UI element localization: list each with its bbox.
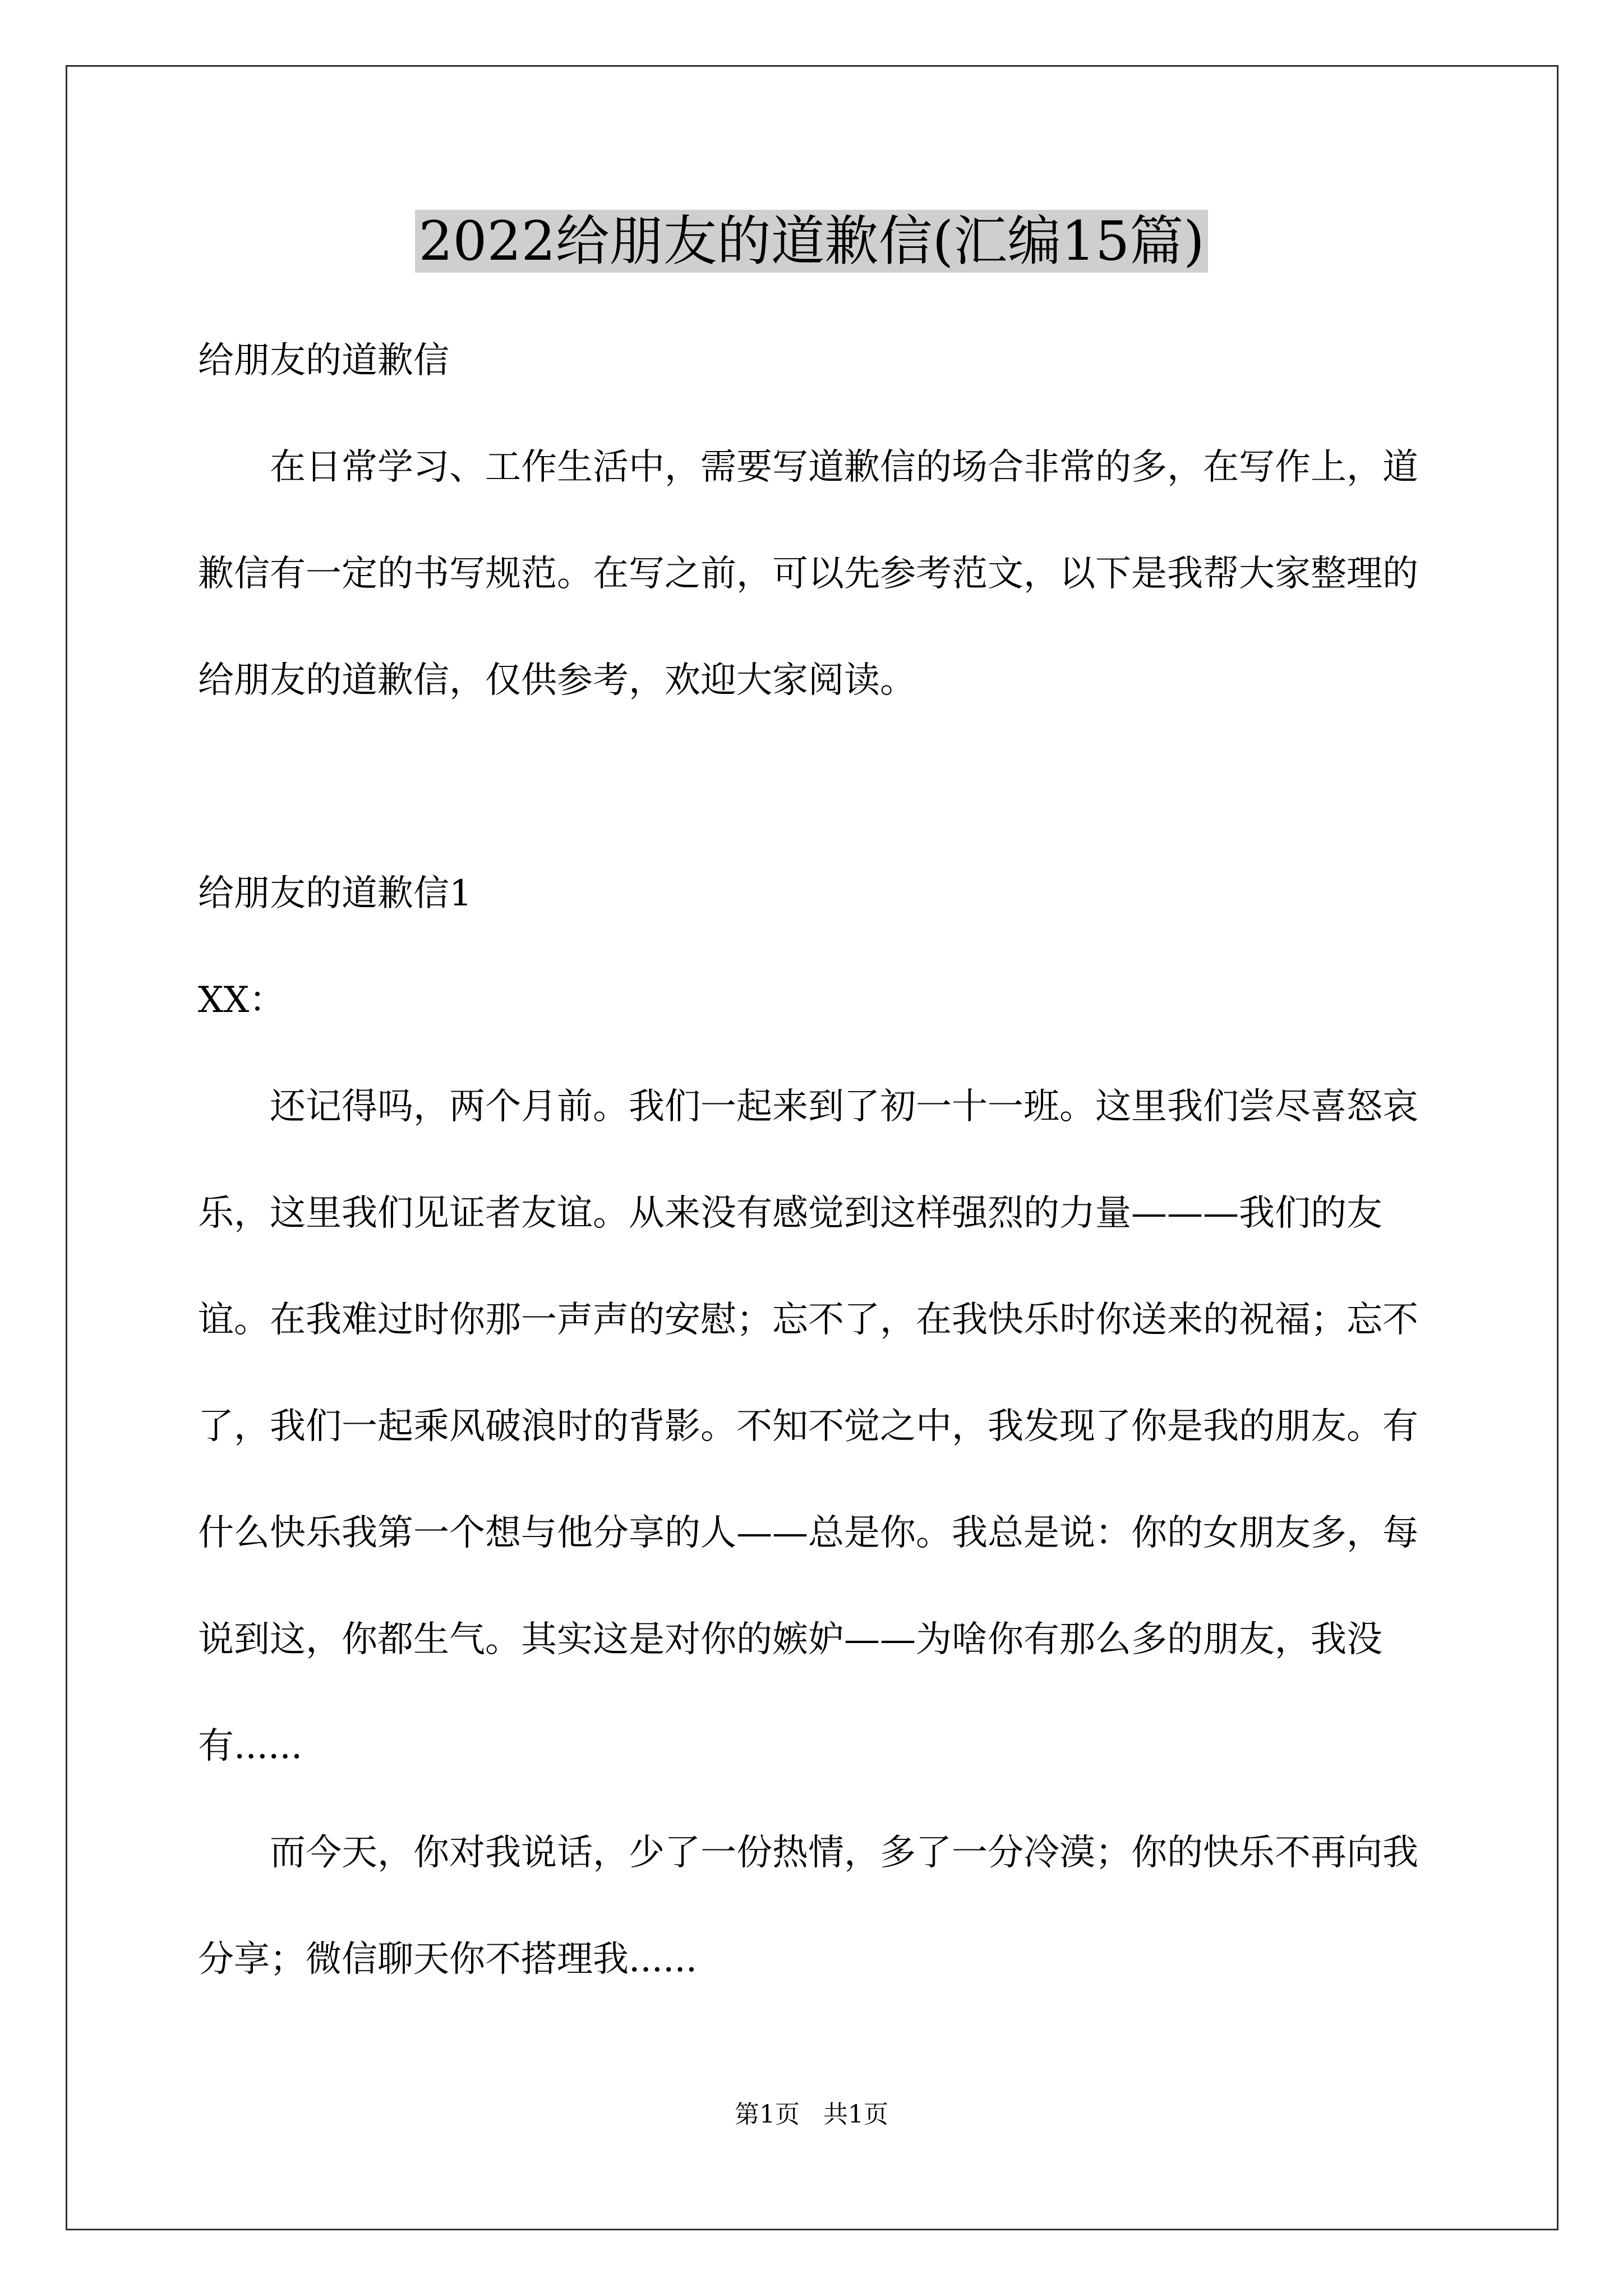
page-footer: 第1页 共1页 (735, 2100, 888, 2129)
document-title-text: 2022给朋友的道歉信(汇编15篇) (415, 210, 1207, 273)
document-title (0, 206, 1623, 276)
letter1-paragraph-1: 还记得吗，两个月前。我们一起来到了初一十一班。这里我们尝尽喜怒哀乐，这里我们见证者友谊。从来没有感觉到这样强烈的力量———我们的友谊。在我难过时你那一声声的安慰；忘不了，在我快乐时你送来的祝福；忘不了，我们一起乘风破浪时的背影。不知不觉之中，我发现了你是我的朋友。有什么快乐我第一个想与他分享的人——总是你。我总是说：你的女朋友多，每说到这，你都生气。其实这是对你的嫉妒——为啥你有那么多的朋友，我没有...... (198, 1086, 1418, 1767)
section-spacer (198, 734, 1432, 840)
letter1-paragraph-2: 而今天，你对我说话，少了一份热情，多了一分冷漠；你的快乐不再向我分享；微信聊天你不搭理我...... (198, 1832, 1418, 1980)
letter1-salutation: XX： (198, 979, 285, 1021)
intro-heading: 给朋友的道歉信 (198, 340, 449, 381)
intro-paragraph: 在日常学习、工作生活中，需要写道歉信的场合非常的多，在写作上，道歉信有一定的书写规范。在写之前，可以先参考范文，以下是我帮大家整理的给朋友的道歉信，仅供参考，欢迎大家阅读。 (198, 447, 1418, 701)
letter1-heading: 给朋友的道歉信1 (198, 873, 472, 914)
document-body (198, 307, 1432, 2013)
